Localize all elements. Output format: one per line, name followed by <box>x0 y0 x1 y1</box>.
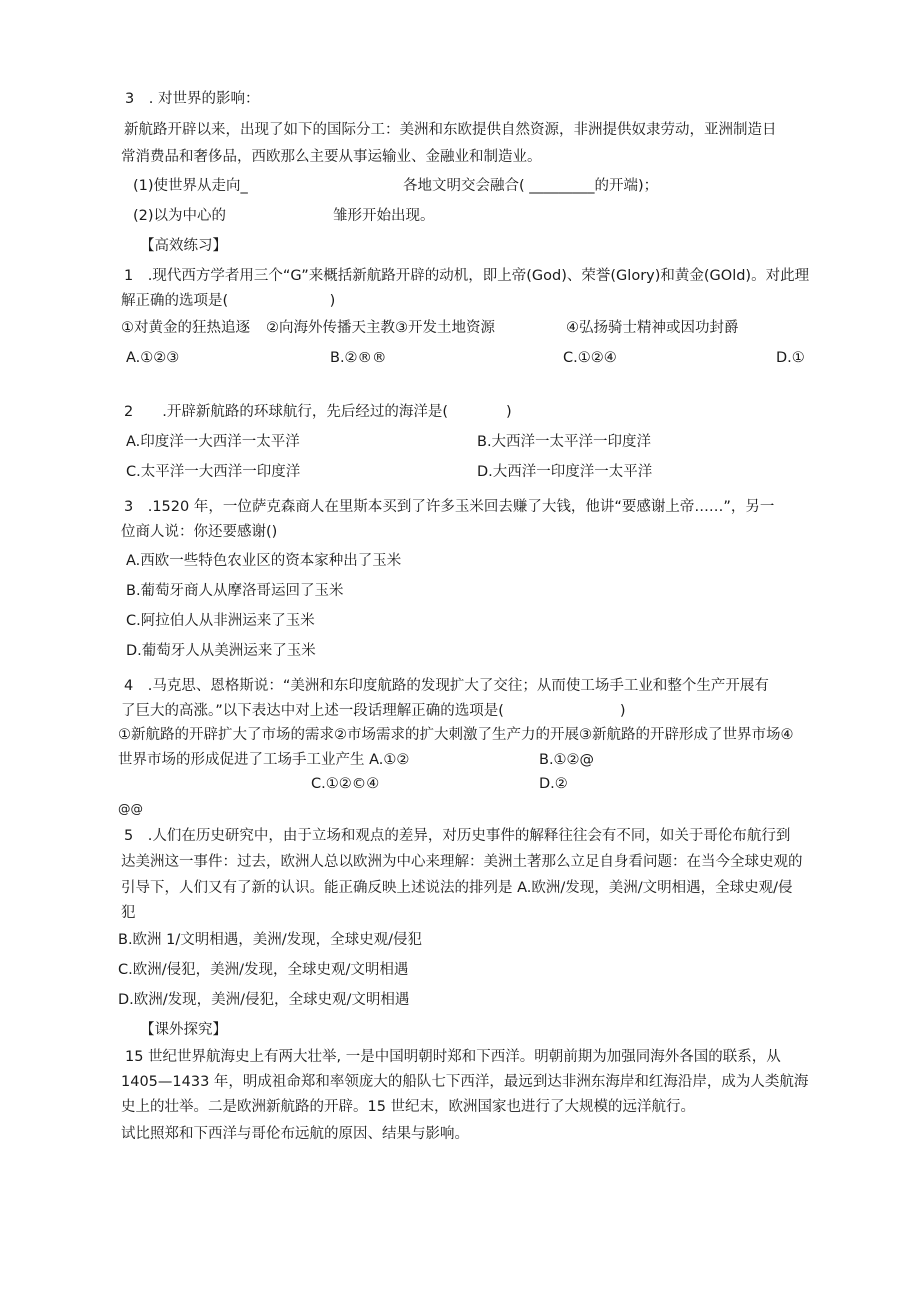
option-b: B.欧洲 1/文明相遇，美洲/发现，全球史观/侵犯 <box>118 932 423 948</box>
question-line: 3 .1520 年，一位萨克森商人在里斯本买到了许多玉米回去赚了大钱，他讲“要感谢上帝……”，另一 <box>124 499 775 515</box>
option-c: C.太平洋一大西洋一印度洋 <box>126 464 301 480</box>
option-b: B.②®® <box>330 350 387 366</box>
option-b: B.葡萄牙商人从摩洛哥运回了玉米 <box>126 583 344 599</box>
question-line: 2 .开辟新航路的环球航行，先后经过的海洋是( ) <box>124 404 512 420</box>
option-d: D.葡萄牙人从美洲运来了玉米 <box>126 643 316 659</box>
question-line: 解正确的选项是( ) <box>121 293 336 309</box>
statement: ④弘扬骑士精神或因功封爵 <box>566 320 739 336</box>
option-a: A.①②③ <box>126 350 180 366</box>
question-line: 达美洲这一事件：过去，欧洲人总以欧洲为中心来理解：美洲土著那么立足自身看问题：在当今全球史观的 <box>121 854 803 870</box>
option-d: D.① <box>776 350 805 366</box>
section-heading: 【高效练习】 <box>140 238 227 254</box>
statement: ②向海外传播天主教③开发土地资源 <box>266 320 495 336</box>
question-line: 1 .现代西方学者用三个“G”来概括新航路开辟的动机，即上帝(God)、荣誉(Glory)和黄金(GOld)。对此理 <box>124 268 810 284</box>
option-c: C.阿拉伯人从非洲运来了玉米 <box>126 613 315 629</box>
stray-text: @@ <box>118 801 143 816</box>
paragraph-line: 史上的壮举。二是欧洲新航路的开辟。15 世纪末，欧洲国家也进行了大规模的远洋航行。 <box>121 1099 696 1115</box>
option-c: C.①②④ <box>563 350 617 366</box>
question-line: ①新航路的开辟扩大了市场的需求②市场需求的扩大刺激了生产力的开展③新航路的开辟形成了世界市场④ <box>118 727 794 743</box>
option-d: D.欧洲/发现，美洲/侵犯，全球史观/文明相遇 <box>118 992 410 1008</box>
question-line: 引导下，人们又有了新的认识。能正确反映上述说法的排列是 A.欧洲/发现，美洲/文明相遇，全球史观/侵 <box>121 880 793 896</box>
option-c: C.①②©④ <box>311 776 380 792</box>
section-heading: 【课外探究】 <box>140 1022 227 1038</box>
option-c: C.欧洲/侵犯，美洲/发现，全球史观/文明相遇 <box>118 962 409 978</box>
section-heading: 3 . 对世界的影响： <box>125 91 260 107</box>
question-line: 位商人说：你还要感谢() <box>121 524 278 540</box>
option-b: B.①②@ <box>539 752 595 768</box>
paragraph-line: 15 世纪世界航海史上有两大壮举, 一是中国明朝时郑和下西洋。明朝前期为加强同海外各国的联系，从 <box>125 1049 781 1065</box>
question-line: 了巨大的高涨。”以下表达中对上述一段话理解正确的选项是( ) <box>121 703 626 719</box>
item-text: (2)以为中心的 <box>133 208 227 224</box>
paragraph-line: 常消费品和奢侈品，西欧那么主要从事运输业、金融业和制造业。 <box>121 149 542 165</box>
option-b: B.大西洋一太平洋一印度洋 <box>477 434 652 450</box>
option-d: D.大西洋一印度洋一太平洋 <box>477 464 653 480</box>
paragraph-line: 1405—1433 年，明成祖命郑和率领庞大的船队七下西洋，最远到达非洲东海岸和红海沿岸，成为人类航海 <box>121 1074 809 1090</box>
paragraph-line: 试比照郑和下西洋与哥伦布远航的原因、结果与影响。 <box>121 1126 469 1142</box>
option-a: A.印度洋一大西洋一太平洋 <box>126 434 300 450</box>
question-line: 5 .人们在历史研究中，由于立场和观点的差异，对历史事件的解释往往会有不同，如关于哥伦布航行到 <box>124 828 791 844</box>
item-text: 各地文明交会融合( _________的开端)； <box>403 178 659 194</box>
item-text: (1)使世界从走向_ <box>133 178 248 194</box>
item-text: 雏形开始出现。 <box>333 208 435 224</box>
question-line: 4 .马克思、恩格斯说：“美洲和东印度航路的发现扩大了交往；从而使工场手工业和整个生产开展有 <box>124 678 769 694</box>
question-line: 世界市场的形成促进了工场手工业产生 A.①② <box>118 752 410 768</box>
option-a: A.西欧一些特色农业区的资本家种出了玉米 <box>126 553 402 569</box>
statement: ①对黄金的狂热追逐 <box>121 320 250 336</box>
paragraph-line: 新航路开辟以来，出现了如下的国际分工：美洲和东欧提供自然资源，非洲提供奴隶劳动，亚洲制造日 <box>124 122 777 138</box>
option-d: D.② <box>539 776 568 792</box>
question-line: 犯 <box>121 905 136 921</box>
